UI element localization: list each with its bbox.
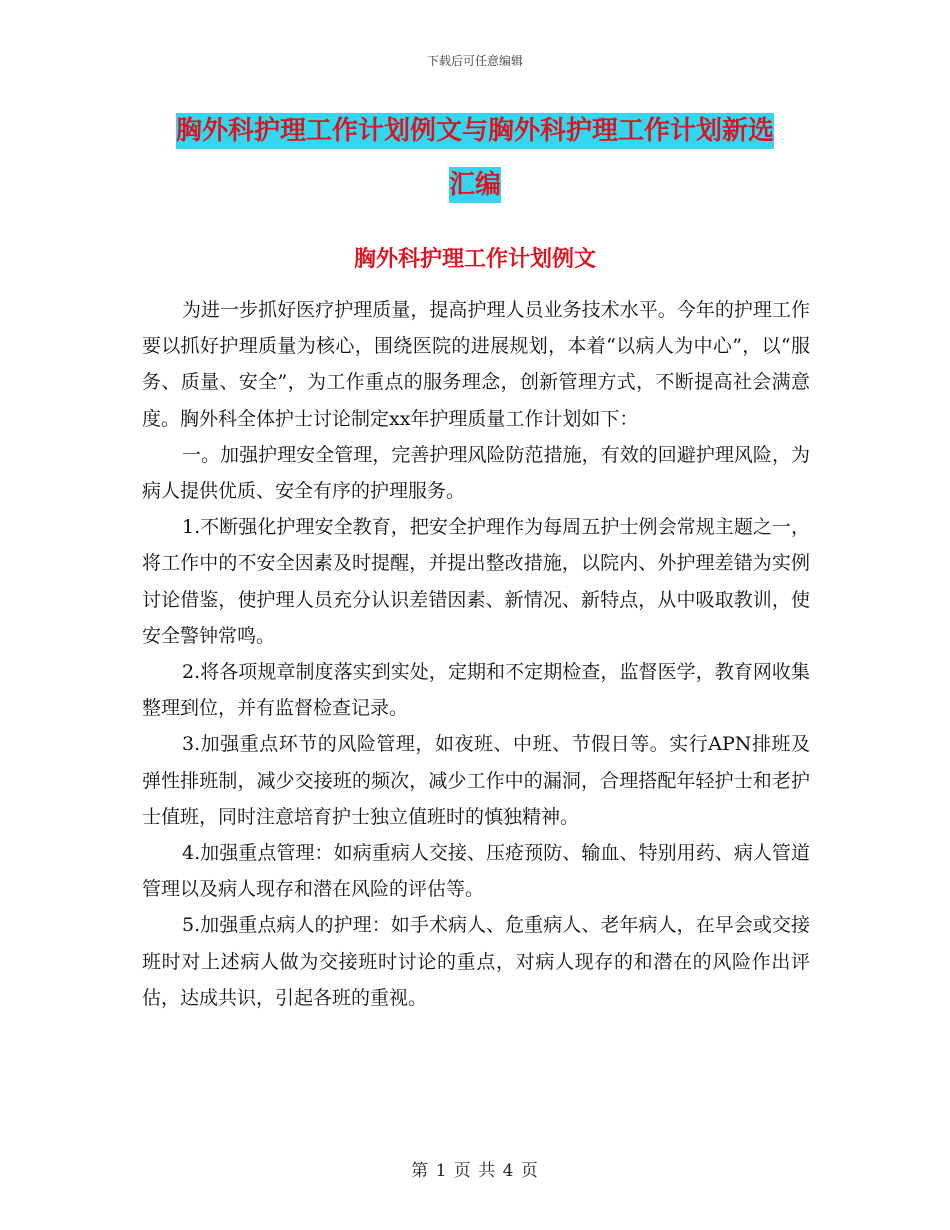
document-title xyxy=(140,104,810,212)
paragraph-intro: 为进一步抓好医疗护理质量，提高护理人员业务技术水平。今年的护理工作要以抓好护理质量为核心，围绕医院的进展规划，本着“以病人为中心”，以“服务、质量、安全”，为工作重点的服务理念，创新管理方式，不断提高社会满意度。胸外科全体护士讨论制定xx年护理质量工作计划如下： xyxy=(142,299,810,430)
paragraph-item-4: 4.加强重点管理：如病重病人交接、压疮预防、输血、特别用药、病人管道管理以及病人现存和潜在风险的评估等。 xyxy=(142,842,810,901)
title-line-2: 汇编 xyxy=(449,167,501,203)
title-line-1: 胸外科护理工作计划例文与胸外科护理工作计划新选 xyxy=(176,113,774,149)
paragraph-item-3: 3.加强重点环节的风险管理，如夜班、中班、节假日等。实行APN排班及弹性排班制，减少交接班的频次，减少工作中的漏洞，合理搭配年轻护士和老护士值班，同时注意培育护士独立值班时的慎独精神。 xyxy=(142,733,810,828)
page-number: 第 1 页 共 4 页 xyxy=(411,1161,539,1181)
paragraph-item-1: 1.不断强化护理安全教育，把安全护理作为每周五护士例会常规主题之一，将工作中的不安全因素及时提醒，并提出整改措施，以院内、外护理差错为实例讨论借鉴，使护理人员充分认识差错因素、新情况、新特点，从中吸取教训，使安全警钟常鸣。 xyxy=(142,516,810,647)
paragraph-item-5: 5.加强重点病人的护理：如手术病人、危重病人、老年病人，在早会或交接班时对上述病人做为交接班时讨论的重点，对病人现存的和潜在的风险作出评估，达成共识，引起各班的重视。 xyxy=(142,914,810,1009)
paragraph-section-1: 一。加强护理安全管理，完善护理风险防范措施，有效的回避护理风险，为病人提供优质、安全有序的护理服务。 xyxy=(142,443,810,503)
header-note: 下载后可任意编辑 xyxy=(426,54,523,68)
paragraph-item-2: 2.将各项规章制度落实到实处，定期和不定期检查，监督医学，教育网收集整理到位，并有监督检查记录。 xyxy=(142,661,810,720)
document-body xyxy=(142,292,810,1016)
section-title: 胸外科护理工作计划例文 xyxy=(353,247,596,272)
